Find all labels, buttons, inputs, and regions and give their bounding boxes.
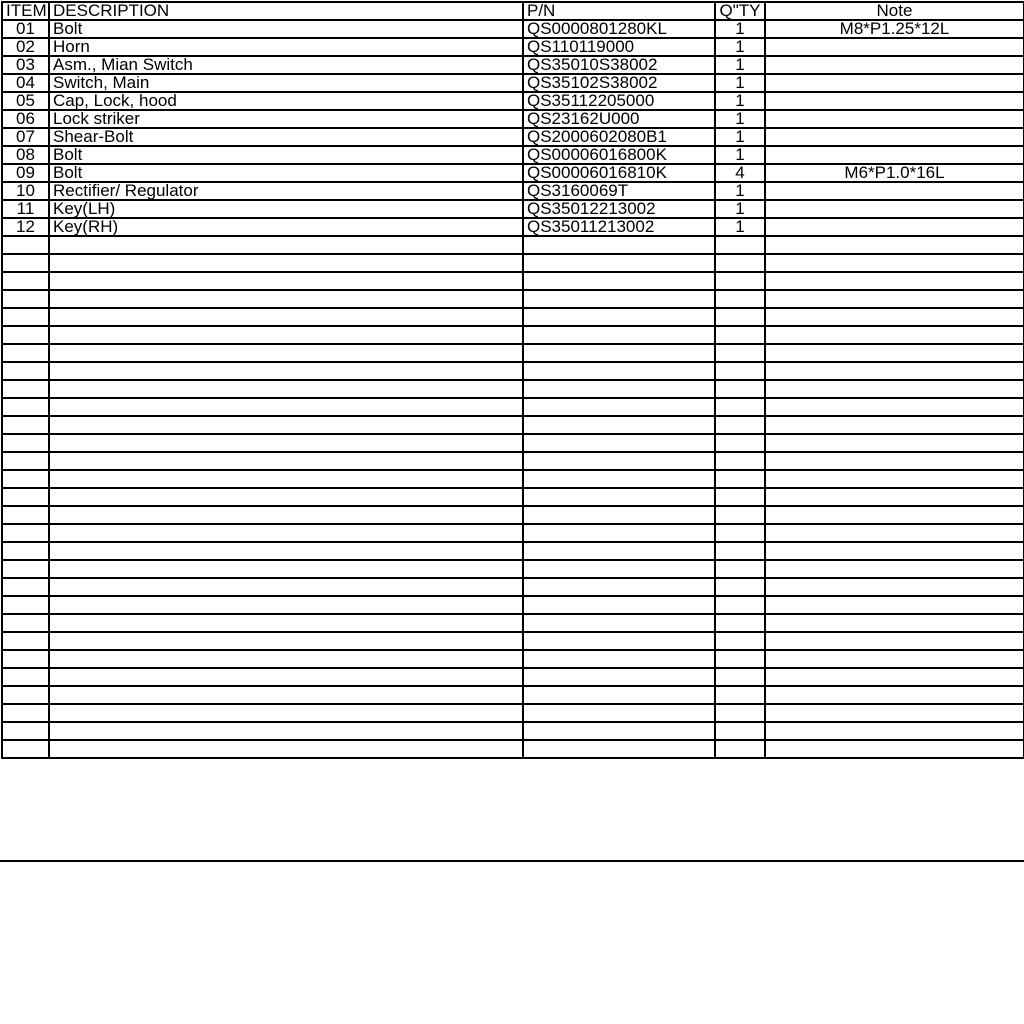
cell-description	[49, 524, 523, 542]
cell-part-number	[523, 398, 715, 416]
cell-quantity	[715, 560, 765, 578]
cell-quantity	[715, 434, 765, 452]
cell-description	[49, 614, 523, 632]
cell-quantity	[715, 344, 765, 362]
table-row	[2, 470, 1024, 488]
cell-description	[49, 398, 523, 416]
cell-item	[2, 254, 49, 272]
cell-note	[765, 650, 1024, 668]
cell-note	[765, 668, 1024, 686]
table-row	[2, 722, 1024, 740]
cell-note	[765, 596, 1024, 614]
cell-item	[2, 362, 49, 380]
cell-part-number	[523, 470, 715, 488]
cell-part-number: QS00006016800K	[523, 146, 715, 164]
cell-note	[765, 290, 1024, 308]
cell-note	[765, 56, 1024, 74]
cell-description	[49, 668, 523, 686]
table-row	[2, 218, 1024, 236]
table-row	[2, 542, 1024, 560]
cell-item	[2, 578, 49, 596]
table-row	[2, 380, 1024, 398]
table-row	[2, 632, 1024, 650]
cell-quantity: 1	[715, 218, 765, 236]
cell-note	[765, 686, 1024, 704]
cell-description: Bolt	[49, 146, 523, 164]
cell-description: Cap, Lock, hood	[49, 92, 523, 110]
cell-quantity	[715, 308, 765, 326]
cell-note	[765, 470, 1024, 488]
cell-note	[765, 740, 1024, 758]
cell-description: Rectifier/ Regulator	[49, 182, 523, 200]
cell-quantity: 1	[715, 128, 765, 146]
cell-quantity	[715, 506, 765, 524]
cell-part-number	[523, 596, 715, 614]
cell-item: 07	[2, 128, 49, 146]
table-row	[2, 668, 1024, 686]
cell-quantity	[715, 632, 765, 650]
cell-quantity	[715, 740, 765, 758]
cell-part-number	[523, 614, 715, 632]
cell-part-number: QS0000801280KL	[523, 20, 715, 38]
cell-item	[2, 326, 49, 344]
cell-note	[765, 542, 1024, 560]
cell-item	[2, 542, 49, 560]
cell-description: Key(LH)	[49, 200, 523, 218]
cell-note	[765, 38, 1024, 56]
table-row	[2, 434, 1024, 452]
table-row	[2, 578, 1024, 596]
cell-quantity	[715, 578, 765, 596]
cell-item	[2, 272, 49, 290]
table-row	[2, 38, 1024, 56]
cell-item	[2, 668, 49, 686]
cell-item	[2, 470, 49, 488]
cell-part-number	[523, 290, 715, 308]
cell-part-number: QS23162U000	[523, 110, 715, 128]
cell-part-number	[523, 488, 715, 506]
cell-part-number: QS110119000	[523, 38, 715, 56]
cell-part-number	[523, 686, 715, 704]
table-row	[2, 740, 1024, 758]
cell-note	[765, 434, 1024, 452]
cell-item	[2, 704, 49, 722]
cell-description	[49, 596, 523, 614]
cell-note	[765, 362, 1024, 380]
cell-part-number	[523, 506, 715, 524]
cell-item	[2, 524, 49, 542]
cell-part-number	[523, 344, 715, 362]
cell-note	[765, 146, 1024, 164]
table-row	[2, 308, 1024, 326]
header-description: DESCRIPTION	[49, 2, 523, 20]
cell-description	[49, 704, 523, 722]
cell-item: 01	[2, 20, 49, 38]
cell-item	[2, 614, 49, 632]
cell-description	[49, 416, 523, 434]
cell-quantity	[715, 272, 765, 290]
cell-item	[2, 506, 49, 524]
cell-quantity	[715, 254, 765, 272]
cell-quantity	[715, 452, 765, 470]
table-row	[2, 362, 1024, 380]
cell-item	[2, 632, 49, 650]
cell-part-number	[523, 236, 715, 254]
cell-note: M8*P1.25*12L	[765, 20, 1024, 38]
cell-quantity: 1	[715, 92, 765, 110]
table-header-row	[2, 2, 1024, 20]
table-row	[2, 452, 1024, 470]
cell-part-number	[523, 362, 715, 380]
cell-part-number	[523, 560, 715, 578]
cell-note	[765, 272, 1024, 290]
header-quantity: Q"TY	[715, 2, 765, 20]
cell-quantity	[715, 380, 765, 398]
table-row	[2, 74, 1024, 92]
cell-part-number	[523, 668, 715, 686]
cell-part-number	[523, 452, 715, 470]
cell-description	[49, 578, 523, 596]
cell-item: 09	[2, 164, 49, 182]
cell-item: 04	[2, 74, 49, 92]
cell-description	[49, 650, 523, 668]
cell-description: Asm., Mian Switch	[49, 56, 523, 74]
cell-note	[765, 452, 1024, 470]
cell-note	[765, 236, 1024, 254]
table-row	[2, 56, 1024, 74]
cell-quantity	[715, 470, 765, 488]
cell-description	[49, 290, 523, 308]
cell-part-number	[523, 380, 715, 398]
cell-quantity	[715, 236, 765, 254]
cell-note	[765, 416, 1024, 434]
cell-item	[2, 290, 49, 308]
table-row	[2, 686, 1024, 704]
parts-list-table	[1, 1, 1024, 759]
cell-description	[49, 254, 523, 272]
cell-note	[765, 110, 1024, 128]
cell-note	[765, 704, 1024, 722]
cell-part-number: QS35012213002	[523, 200, 715, 218]
cell-description	[49, 470, 523, 488]
cell-quantity	[715, 542, 765, 560]
cell-note	[765, 614, 1024, 632]
cell-item: 11	[2, 200, 49, 218]
cell-part-number	[523, 740, 715, 758]
cell-part-number	[523, 578, 715, 596]
table-row	[2, 236, 1024, 254]
cell-note	[765, 722, 1024, 740]
cell-part-number: QS2000602080B1	[523, 128, 715, 146]
cell-item	[2, 416, 49, 434]
table-row	[2, 524, 1024, 542]
cell-description	[49, 506, 523, 524]
cell-part-number: QS35011213002	[523, 218, 715, 236]
cell-item	[2, 380, 49, 398]
table-row	[2, 560, 1024, 578]
cell-quantity	[715, 362, 765, 380]
cell-description	[49, 452, 523, 470]
table-row	[2, 596, 1024, 614]
cell-part-number: QS35102S38002	[523, 74, 715, 92]
table-row	[2, 290, 1024, 308]
table-row	[2, 488, 1024, 506]
cell-note	[765, 560, 1024, 578]
cell-note	[765, 632, 1024, 650]
cell-item: 02	[2, 38, 49, 56]
cell-part-number	[523, 722, 715, 740]
cell-part-number: QS00006016810K	[523, 164, 715, 182]
table-row	[2, 614, 1024, 632]
cell-description: Key(RH)	[49, 218, 523, 236]
cell-quantity	[715, 596, 765, 614]
cell-note	[765, 254, 1024, 272]
table-row	[2, 650, 1024, 668]
cell-quantity: 1	[715, 20, 765, 38]
table-row	[2, 164, 1024, 182]
cell-quantity	[715, 326, 765, 344]
cell-item	[2, 452, 49, 470]
cell-description	[49, 560, 523, 578]
cell-note	[765, 488, 1024, 506]
table-row	[2, 254, 1024, 272]
cell-note	[765, 344, 1024, 362]
cell-description	[49, 326, 523, 344]
table-row	[2, 146, 1024, 164]
cell-quantity	[715, 524, 765, 542]
cell-item	[2, 488, 49, 506]
cell-description: Lock striker	[49, 110, 523, 128]
cell-description	[49, 488, 523, 506]
cell-quantity: 1	[715, 110, 765, 128]
cell-description	[49, 434, 523, 452]
cell-note	[765, 218, 1024, 236]
cell-part-number	[523, 704, 715, 722]
cell-quantity	[715, 614, 765, 632]
cell-part-number	[523, 254, 715, 272]
cell-part-number	[523, 326, 715, 344]
cell-item: 10	[2, 182, 49, 200]
cell-part-number: QS35010S38002	[523, 56, 715, 74]
parts-table-body	[2, 20, 1024, 758]
table-row	[2, 20, 1024, 38]
cell-note	[765, 326, 1024, 344]
cell-item	[2, 686, 49, 704]
cell-part-number	[523, 632, 715, 650]
cell-item	[2, 434, 49, 452]
table-row	[2, 182, 1024, 200]
cell-description	[49, 362, 523, 380]
table-row	[2, 326, 1024, 344]
cell-description	[49, 272, 523, 290]
header-item: ITEM	[2, 2, 49, 20]
cell-note	[765, 128, 1024, 146]
cell-part-number	[523, 416, 715, 434]
cell-quantity	[715, 722, 765, 740]
cell-description: Bolt	[49, 20, 523, 38]
cell-description: Shear-Bolt	[49, 128, 523, 146]
cell-quantity: 4	[715, 164, 765, 182]
cell-quantity: 1	[715, 38, 765, 56]
cell-note	[765, 182, 1024, 200]
cell-description	[49, 542, 523, 560]
cell-quantity: 1	[715, 146, 765, 164]
header-note: Note	[765, 2, 1024, 20]
table-row	[2, 272, 1024, 290]
cell-description: Switch, Main	[49, 74, 523, 92]
cell-item	[2, 596, 49, 614]
table-row	[2, 416, 1024, 434]
cell-quantity	[715, 398, 765, 416]
table-row	[2, 398, 1024, 416]
cell-quantity	[715, 290, 765, 308]
cell-description	[49, 380, 523, 398]
cell-item	[2, 398, 49, 416]
cell-note: M6*P1.0*16L	[765, 164, 1024, 182]
cell-description	[49, 632, 523, 650]
cell-note	[765, 506, 1024, 524]
cell-quantity	[715, 416, 765, 434]
cell-note	[765, 578, 1024, 596]
cell-quantity: 1	[715, 182, 765, 200]
cell-note	[765, 92, 1024, 110]
cell-note	[765, 380, 1024, 398]
cell-part-number	[523, 308, 715, 326]
cell-description	[49, 344, 523, 362]
cell-item	[2, 344, 49, 362]
cell-part-number	[523, 272, 715, 290]
cell-description	[49, 686, 523, 704]
table-row	[2, 200, 1024, 218]
cell-item	[2, 722, 49, 740]
cell-description	[49, 740, 523, 758]
cell-item	[2, 560, 49, 578]
cell-quantity	[715, 650, 765, 668]
cell-quantity	[715, 668, 765, 686]
cell-quantity: 1	[715, 74, 765, 92]
cell-note	[765, 398, 1024, 416]
cell-description	[49, 236, 523, 254]
table-row	[2, 704, 1024, 722]
cell-quantity: 1	[715, 56, 765, 74]
cell-item: 05	[2, 92, 49, 110]
cell-description: Bolt	[49, 164, 523, 182]
cell-item: 03	[2, 56, 49, 74]
cell-note	[765, 74, 1024, 92]
cell-quantity	[715, 704, 765, 722]
table-row	[2, 128, 1024, 146]
table-row	[2, 92, 1024, 110]
cell-part-number: QS35112205000	[523, 92, 715, 110]
cell-item: 08	[2, 146, 49, 164]
cell-item	[2, 650, 49, 668]
table-row	[2, 110, 1024, 128]
cell-note	[765, 524, 1024, 542]
cell-part-number	[523, 434, 715, 452]
cell-quantity	[715, 686, 765, 704]
cell-item: 12	[2, 218, 49, 236]
cell-note	[765, 308, 1024, 326]
cell-part-number: QS3160069T	[523, 182, 715, 200]
cell-quantity	[715, 488, 765, 506]
footer-divider	[0, 860, 1024, 862]
table-row	[2, 506, 1024, 524]
cell-item	[2, 236, 49, 254]
cell-item	[2, 740, 49, 758]
cell-part-number	[523, 542, 715, 560]
header-part-number: P/N	[523, 2, 715, 20]
cell-description: Horn	[49, 38, 523, 56]
cell-description	[49, 308, 523, 326]
cell-part-number	[523, 650, 715, 668]
cell-item: 06	[2, 110, 49, 128]
cell-item	[2, 308, 49, 326]
cell-description	[49, 722, 523, 740]
cell-part-number	[523, 524, 715, 542]
cell-note	[765, 200, 1024, 218]
table-row	[2, 344, 1024, 362]
cell-quantity: 1	[715, 200, 765, 218]
